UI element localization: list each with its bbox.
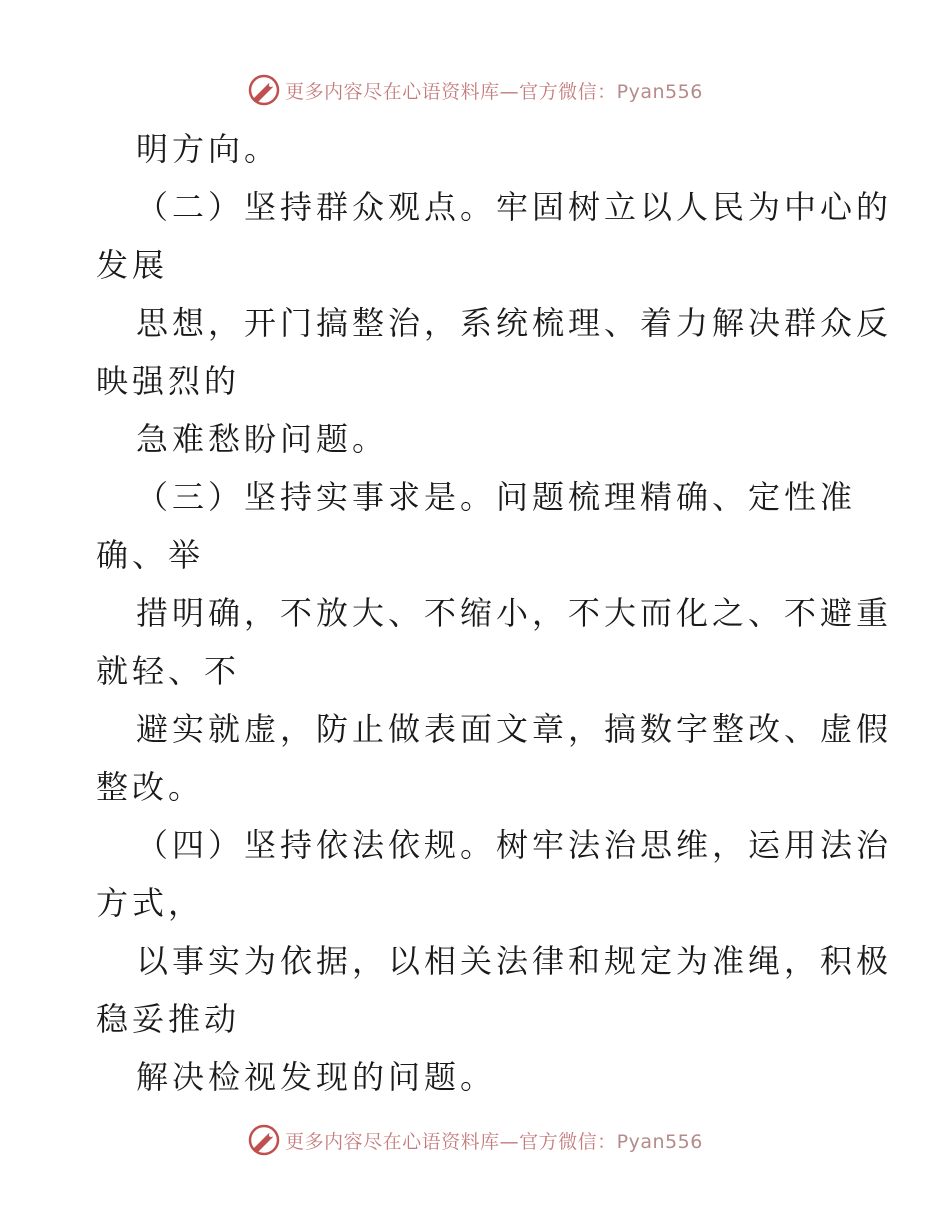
text-line: 急难愁盼问题。	[136, 420, 389, 458]
text-line: 措明确，不放大、不缩小，不大而化之、不避重	[136, 594, 893, 632]
text-line: 确、举	[96, 536, 205, 574]
footer-banner	[0, 1120, 950, 1160]
text-line: 避实就虚，防止做表面文章，搞数字整改、虚假	[136, 710, 893, 748]
pen-logo-icon	[247, 1123, 281, 1157]
text-line: 解决检视发现的问题。	[136, 1058, 497, 1096]
header-banner	[0, 70, 950, 110]
text-line: （四）坚持依法依规。树牢法治思维，运用法治	[136, 826, 893, 864]
text-line: （三）坚持实事求是。问题梳理精确、定性准	[136, 478, 857, 516]
text-line: 发展	[96, 246, 169, 284]
text-line: 以事实为依据，以相关法律和规定为准绳，积极	[136, 942, 893, 980]
banner-wechat-id: Pyan556	[616, 80, 703, 103]
text-line: （二）坚持群众观点。牢固树立以人民为中心的	[136, 188, 893, 226]
banner-text: 更多内容尽在心语资料库—官方微信：Pyan556	[285, 80, 703, 103]
text-line: 明方向。	[136, 130, 281, 168]
banner-text: 更多内容尽在心语资料库—官方微信：Pyan556	[285, 1130, 703, 1153]
text-line: 稳妥推动	[96, 1000, 241, 1038]
text-line: 就轻、不	[96, 652, 241, 690]
text-line: 整改。	[96, 768, 205, 806]
document-body	[96, 120, 893, 1106]
text-line: 映强烈的	[96, 362, 241, 400]
text-line: 思想，开门搞整治，系统梳理、着力解决群众反	[136, 304, 893, 342]
banner-wechat-id: Pyan556	[616, 1130, 703, 1153]
text-line: 方式，	[96, 884, 205, 922]
pen-logo-icon	[247, 73, 281, 107]
